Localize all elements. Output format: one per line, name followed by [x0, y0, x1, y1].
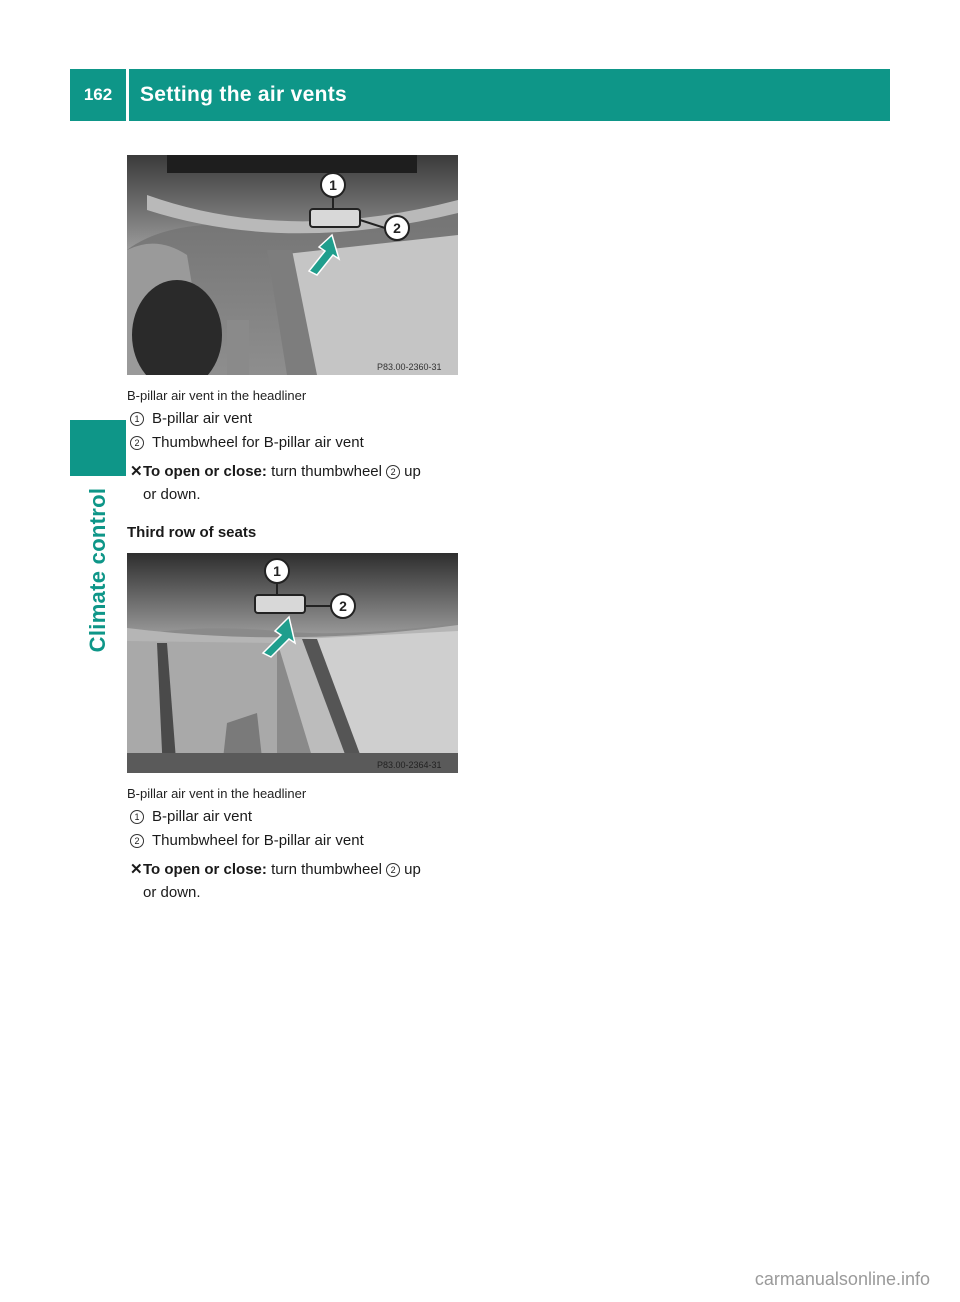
instruction-label: To open or close: [143, 861, 267, 878]
svg-text:1: 1 [273, 563, 281, 579]
instruction-text: turn thumbwheel [271, 861, 382, 878]
section-heading: Third row of seats [127, 524, 257, 541]
svg-text:1: 1 [329, 177, 337, 193]
number-2-icon: 2 [130, 436, 144, 450]
watermark: carmanualsonline.info [754, 1269, 930, 1289]
legend-item [130, 410, 252, 427]
section-tab-label: Climate control [85, 487, 110, 653]
figure-caption: B-pillar air vent in the headliner [127, 786, 307, 801]
instruction-after: up [404, 861, 421, 878]
instruction-text: turn thumbwheel [271, 463, 382, 480]
header-divider [126, 69, 129, 121]
legend-text: B-pillar air vent [152, 808, 253, 825]
figure-b-pillar-vent [127, 155, 458, 375]
number-2-icon: 2 [386, 863, 400, 877]
instruction-label: To open or close: [143, 463, 267, 480]
legend-item [130, 832, 364, 849]
legend-text: Thumbwheel for B-pillar air vent [152, 832, 364, 849]
figure-caption: B-pillar air vent in the headliner [127, 388, 307, 403]
figure-third-row-vent [127, 553, 458, 773]
instruction-line2: or down. [143, 486, 201, 503]
svg-text:2: 2 [393, 220, 401, 236]
number-2-icon: 2 [386, 465, 400, 479]
instruction-line2: or down. [143, 884, 201, 901]
number-2-icon: 2 [130, 834, 144, 848]
instruction-step [130, 460, 460, 506]
instruction-step [130, 858, 460, 904]
image-code: P83.00-2360-31 [377, 362, 442, 372]
svg-text:2: 2 [339, 598, 347, 614]
instruction-after: up [404, 463, 421, 480]
number-1-icon: 1 [130, 810, 144, 824]
image-code: P83.00-2364-31 [377, 760, 442, 770]
x-bullet-icon: ✕ [130, 861, 143, 878]
page-title: Setting the air vents [140, 83, 348, 106]
number-1-icon: 1 [130, 412, 144, 426]
legend-text: B-pillar air vent [152, 410, 253, 427]
side-tab-marker [70, 420, 126, 476]
legend-item [130, 434, 364, 451]
legend-text: Thumbwheel for B-pillar air vent [152, 434, 364, 451]
x-bullet-icon: ✕ [130, 463, 143, 480]
page-number: 162 [83, 85, 113, 104]
legend-item [130, 808, 252, 825]
